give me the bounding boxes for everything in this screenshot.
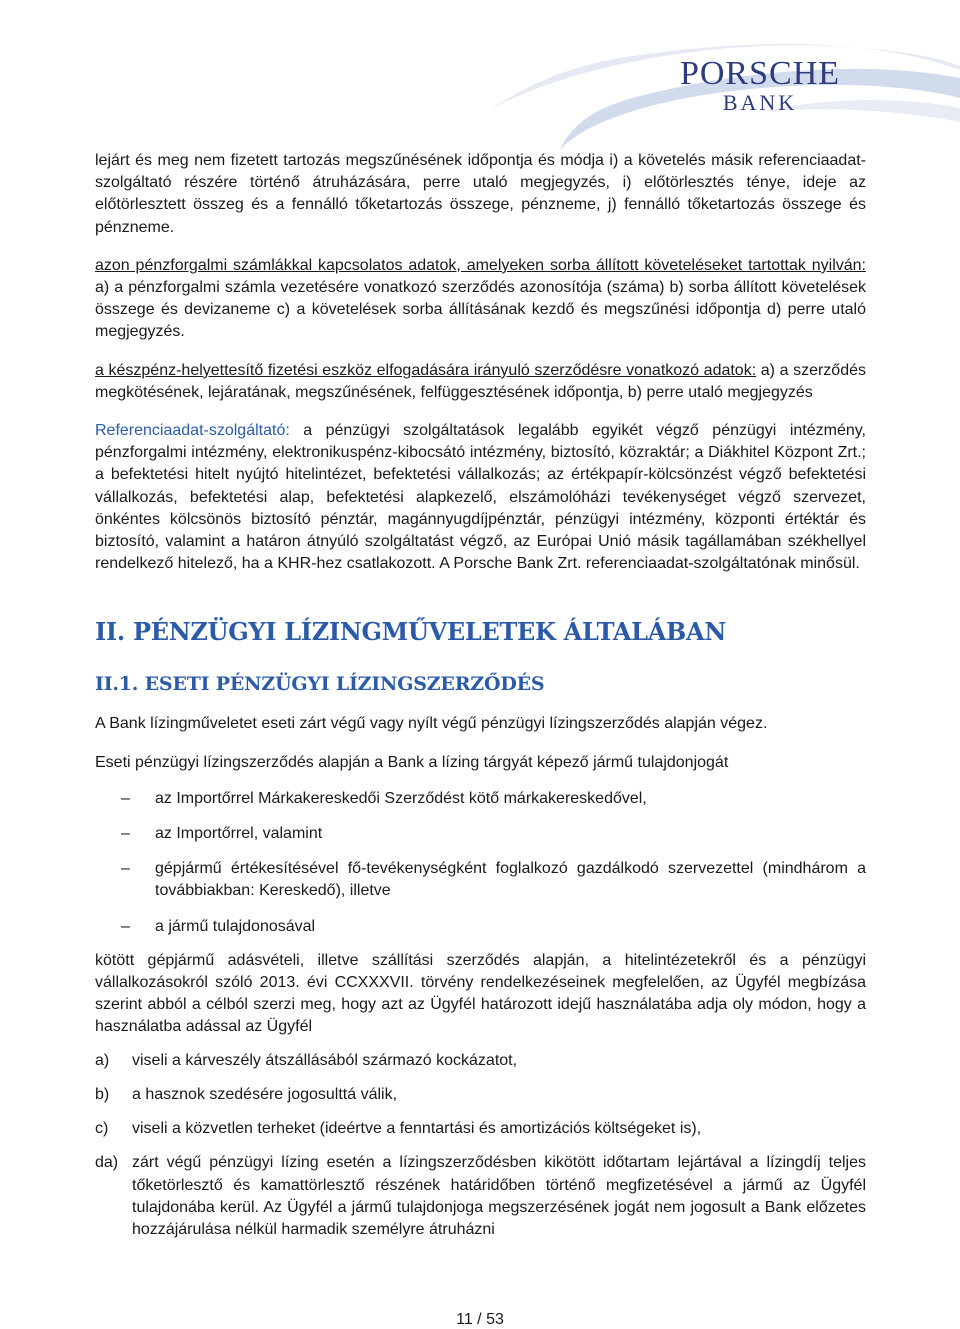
- list-item-text: viseli a kárveszély átszállásából származó kockázatot,: [132, 1051, 518, 1069]
- list-item-text: zárt végű pénzügyi lízing esetén a lízingszerződésben kikötött időtartam lejártával a lízingdíj teljes tőketörlesztő és kamattörlesztő részének határidőben történő megfizetésével a jármű az Ügyfél tulajdonába kerül. Az Ügyfél a jármű tulajdonjoga megszerzésének jogát nem jogosult a Bank előzetes hozzájárulása nélkül harmadik személyre átruházni: [132, 1154, 866, 1238]
- paragraph-keszpenz-rest: a) a szerződés megkötésének, lejáratának, megszűnésének, felfüggesztésének időpontja, b) perre utaló megjegyzés: [95, 361, 866, 401]
- document-body: [95, 150, 866, 1241]
- list-item-text: az Importőrrel, valamint: [155, 825, 323, 843]
- page-number: 11 / 53: [456, 1311, 504, 1328]
- dash-marker: –: [121, 917, 130, 935]
- logo-line-1: PORSCHE: [679, 55, 841, 92]
- list-marker: c): [95, 1120, 109, 1138]
- list-item: [95, 788, 866, 810]
- list-item: [95, 916, 866, 938]
- list-item: [95, 858, 866, 902]
- paragraph-keszpenz-lead: a készpénz-helyettesítő fizetési eszköz elfogadására irányuló szerződésre vonatkozó adatok:: [95, 361, 757, 379]
- definition-text: a pénzügyi szolgáltatások legalább egyikét végző pénzügyi intézmény, pénzforgalmi intézmény, elektronikuspénz-kibocsátó intézmény, biztosító, közraktár; a Diákhitel Központ Zrt.; a befektetési hitelt nyújtó hitelintézet, befektetési vállalkozás; az értékpapír-kölcsönzést végző befektetési vállalkozás, befektetési alap, befektetési alapkezelő, elszámolóházi tevékenységet végző szervezet, önkéntes kölcsönös biztosító pénztár, magánnyugdíjpénztár, pénzügyi intézmény, központi értéktár és biztosító, valamint a határon átnyúló szolgáltatást végző, az Európai Unió másik tagállamában székhellyel rendelkező hitelező, ha a KHR-hez csatlakozott. A Porsche Bank Zrt. referenciaadat-szolgáltatónak minősül.: [95, 422, 866, 573]
- paragraph-penzforgalmi-lead: azon pénzforgalmi számlákkal kapcsolatos adatok, amelyeken sorba állított követeléseket tartottak nyilván:: [95, 256, 866, 274]
- porsche-bank-logo: [640, 56, 880, 114]
- definition-term: Referenciaadat-szolgáltató:: [95, 422, 290, 440]
- list-marker: a): [95, 1051, 110, 1069]
- dash-marker: –: [121, 860, 130, 878]
- list-item-text: gépjármű értékesítésével fő-tevékenységként foglalkozó gazdálkodó szervezettel (mindhárom a továbbiakban: Kereskedő), illetve: [155, 860, 866, 900]
- paragraph-keszpenz: [95, 360, 866, 404]
- list-marker: da): [95, 1154, 119, 1172]
- dash-marker: –: [121, 789, 130, 807]
- dash-marker: –: [121, 825, 130, 843]
- list-item-text: viseli a közvetlen terheket (ideértve a fenntartási és amortizációs költségeket is),: [132, 1120, 702, 1138]
- list-item-text: a hasznok szedésére jogosulttá válik,: [132, 1085, 398, 1103]
- list-marker: b): [95, 1085, 110, 1103]
- list-item: [95, 1118, 866, 1140]
- section-heading: II. PÉNZÜGYI LÍZINGMŰVELETEK ÁLTALÁBAN: [95, 617, 726, 647]
- list-item: [95, 1084, 866, 1106]
- paragraph-penzforgalmi-rest: a) a pénzforgalmi számla vezetésére vonatkozó szerződés azonosítója (száma) b) sorba állított követelések összege és devizaneme c) a követelések sorba állításának kezdő és megszűnési időpontja d) perre utaló megjegyzés.: [95, 279, 866, 341]
- paragraph-kotott: kötött gépjármű adásvételi, illetve szállítási szerződés alapján, a hitelintézetekről és a pénzügyi vállalkozásokról szóló 2013. évi CCXXXVII. törvény rendelkezéseinek megfelelően, az Ügyfél megbízása szerint abból a célból szerzi meg, hogy azt az Ügyfél határozott idejű használatába adja oly módon, hogy a használatba adással az Ügyfél: [95, 951, 866, 1036]
- paragraph-bank-lizing: A Bank lízingműveletet eseti zárt végű vagy nyílt végű pénzügyi lízingszerződés alapján végez.: [95, 715, 768, 733]
- dash-list: [95, 788, 866, 938]
- list-item: [95, 823, 866, 845]
- list-item-text: a jármű tulajdonosával: [155, 917, 316, 935]
- paragraph-referenciaadat: [95, 420, 866, 575]
- list-item: [95, 1152, 866, 1241]
- paragraph-penzforgalmi: [95, 255, 866, 344]
- subsection-heading: II.1. ESETI PÉNZÜGYI LÍZINGSZERZŐDÉS: [95, 673, 545, 696]
- paragraph-eseti: Eseti pénzügyi lízingszerződés alapján a Bank a lízing tárgyát képező jármű tulajdonjogát: [95, 753, 729, 771]
- logo-line-2: BANK: [722, 90, 798, 115]
- lettered-list: [95, 1050, 866, 1241]
- list-item-text: az Importőrrel Márkakereskedői Szerződést kötő márkakereskedővel,: [155, 789, 647, 807]
- paragraph-lejart: lejárt és meg nem fizetett tartozás megszűnésének időpontja és módja i) a követelés másik referenciaadat-szolgáltató részére történő átruházására, perre utaló megjegyzés, i) előtörlesztés ténye, ideje az előtörlesztett összeg és a fennálló tőketartozás összege, pénzneme, j) fennálló tőketartozás összege és pénzneme.: [95, 152, 866, 236]
- list-item: [95, 1050, 866, 1072]
